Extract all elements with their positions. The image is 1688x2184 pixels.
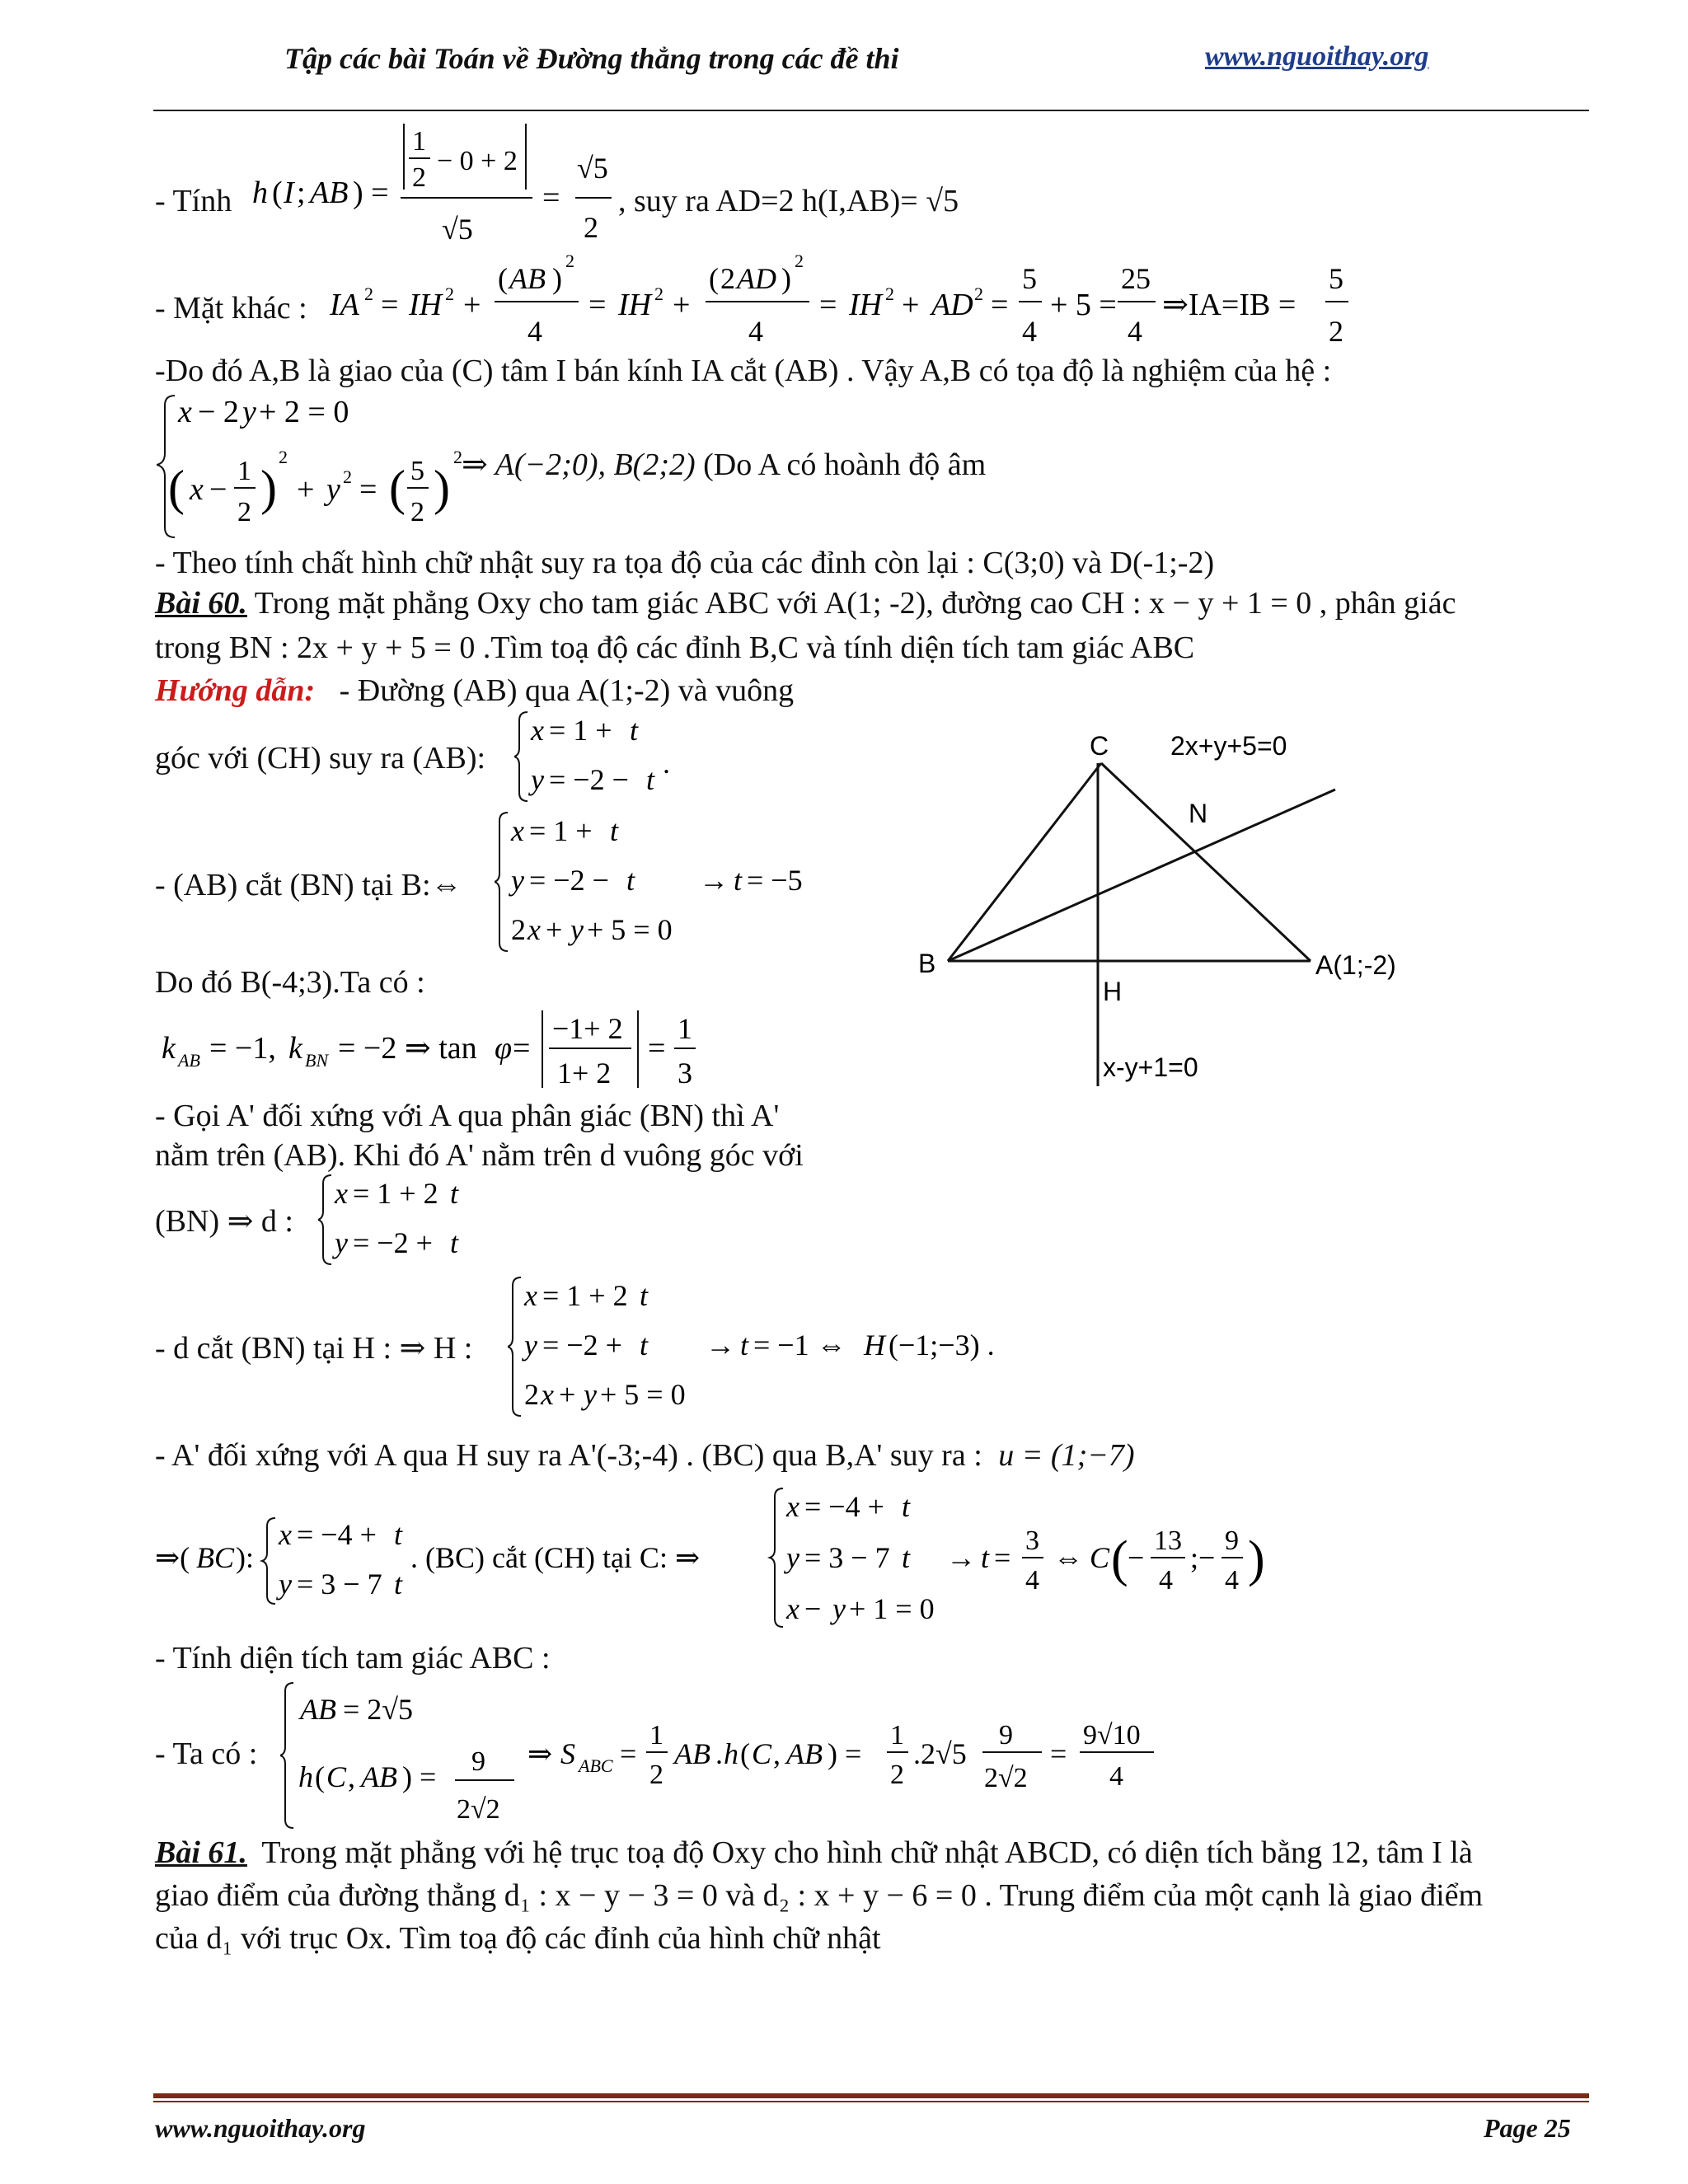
svg-text:2: 2 bbox=[795, 251, 804, 271]
svg-text:= 1 +: = 1 + bbox=[529, 814, 593, 847]
svg-text:BN: BN bbox=[305, 1050, 329, 1071]
svg-text:= −2 −: = −2 − bbox=[529, 864, 609, 897]
svg-text:t: t bbox=[646, 763, 655, 796]
bisector-bn bbox=[948, 790, 1335, 961]
svg-text:9: 9 bbox=[1225, 1526, 1239, 1556]
svg-text:2: 2 bbox=[364, 284, 373, 304]
bai60-step2-system bbox=[495, 808, 841, 956]
svg-text:C: C bbox=[752, 1737, 772, 1770]
svg-text:IA: IA bbox=[330, 288, 359, 322]
svg-text:+: + bbox=[902, 288, 920, 322]
label-b: B bbox=[918, 949, 936, 978]
svg-text:;: ; bbox=[297, 176, 306, 210]
svg-text:t: t bbox=[640, 1279, 649, 1312]
bai60-step9-system bbox=[280, 1678, 1187, 1835]
svg-text:y: y bbox=[326, 472, 340, 507]
svg-text:1: 1 bbox=[678, 1012, 692, 1045]
svg-text:9: 9 bbox=[471, 1746, 485, 1777]
svg-text:√5: √5 bbox=[442, 213, 473, 246]
svg-text:2: 2 bbox=[565, 251, 574, 271]
svg-text:AD: AD bbox=[931, 288, 973, 322]
svg-text:t: t bbox=[450, 1177, 459, 1210]
svg-text:y: y bbox=[570, 913, 584, 946]
prev-line2-prefix: - Mặt khác : bbox=[155, 291, 307, 326]
svg-text:=: = bbox=[381, 288, 399, 322]
svg-text:4: 4 bbox=[1022, 315, 1037, 348]
svg-text:2: 2 bbox=[343, 466, 352, 487]
svg-text:+: + bbox=[559, 1378, 576, 1411]
svg-text:=: = bbox=[542, 180, 560, 215]
svg-text:4: 4 bbox=[1025, 1565, 1039, 1596]
svg-text:y: y bbox=[242, 395, 256, 429]
svg-text:IH: IH bbox=[618, 288, 652, 322]
svg-text:φ: φ bbox=[495, 1031, 513, 1066]
svg-text:): ) bbox=[1248, 1531, 1265, 1587]
svg-text:⇒IA=IB =: ⇒IA=IB = bbox=[1162, 288, 1296, 322]
bai60-step6 bbox=[155, 1437, 1135, 1474]
bai60-step1b-system bbox=[514, 707, 704, 806]
svg-text:S: S bbox=[560, 1737, 575, 1770]
bai60-statement-l1: Trong mặt phẳng Oxy cho tam giác ABC với A(1; -2), đường cao CH : x − y + 1 = 0 , phân giác bbox=[254, 586, 1456, 621]
svg-text:4: 4 bbox=[528, 315, 542, 348]
bai61-l1: Trong mặt phẳng với hệ trục toạ độ Oxy cho hình chữ nhật ABCD, có diện tích bằng 12, tâm I là bbox=[261, 1835, 1473, 1870]
svg-text:x: x bbox=[528, 913, 541, 946]
svg-text:AD: AD bbox=[737, 262, 776, 295]
svg-text:C: C bbox=[1090, 1541, 1110, 1574]
svg-text:y: y bbox=[335, 1226, 348, 1259]
svg-text:): ) bbox=[260, 461, 277, 515]
footer-divider-thick bbox=[153, 2093, 1589, 2098]
bai61-label: Bài 61. bbox=[155, 1835, 247, 1870]
bai60-step2-prefix: - (AB) cắt (BN) tại B:⇔ bbox=[155, 868, 462, 902]
svg-text:⇒(: ⇒( bbox=[155, 1541, 190, 1574]
svg-text:2: 2 bbox=[524, 1378, 539, 1411]
svg-text:= −2 ⇒ tan: = −2 ⇒ tan bbox=[338, 1031, 477, 1066]
svg-text:y: y bbox=[832, 1592, 846, 1625]
svg-text:2: 2 bbox=[649, 1760, 663, 1790]
svg-text:1: 1 bbox=[412, 126, 426, 157]
svg-text:9√10: 9√10 bbox=[1083, 1720, 1141, 1750]
svg-text:1+ 2: 1+ 2 bbox=[557, 1057, 612, 1090]
svg-text:k: k bbox=[288, 1031, 302, 1066]
svg-text:⇔: ⇔ bbox=[1053, 1541, 1083, 1574]
svg-text:(: ( bbox=[498, 262, 508, 295]
svg-text:=: = bbox=[620, 1737, 637, 1770]
svg-text:2: 2 bbox=[584, 211, 598, 244]
svg-text:H: H bbox=[864, 1329, 885, 1361]
svg-text:2: 2 bbox=[237, 497, 251, 527]
header-title: Tập các bài Toán về Đường thẳng trong các đề thi bbox=[284, 42, 899, 75]
svg-text:⇒: ⇒ bbox=[528, 1737, 553, 1770]
svg-text:(: ( bbox=[1111, 1531, 1128, 1587]
svg-text:t: t bbox=[626, 864, 635, 897]
prev-system-result-math: ⇒ A(−2;0), B(2;2) bbox=[462, 448, 696, 482]
bai60-step3: Do đó B(-4;3).Ta có : bbox=[155, 965, 425, 1000]
svg-text:BC: BC bbox=[196, 1541, 235, 1574]
svg-text:(: ( bbox=[315, 1760, 325, 1793]
svg-text:+: + bbox=[546, 913, 563, 946]
svg-text:+ 5 = 0: + 5 = 0 bbox=[587, 913, 673, 946]
prev-line3: -Do đó A,B là giao của (C) tâm I bán kính IA cắt (AB) . Vậy A,B có tọa độ là nghiệm của hệ : bbox=[155, 354, 1332, 388]
svg-text:= −4 +: = −4 + bbox=[804, 1490, 884, 1523]
svg-text:t: t bbox=[902, 1541, 911, 1574]
svg-text:=: = bbox=[513, 1031, 531, 1066]
svg-text:x: x bbox=[178, 395, 192, 429]
svg-text:t: t bbox=[640, 1329, 649, 1361]
svg-text:− 0 + 2: − 0 + 2 bbox=[437, 146, 518, 176]
bai60-statement-line1 bbox=[155, 585, 1456, 621]
svg-text:2: 2 bbox=[453, 447, 462, 467]
bai60-step5-system bbox=[508, 1272, 1085, 1421]
bai60-guide-line bbox=[155, 673, 794, 709]
svg-text:AB: AB bbox=[786, 1737, 823, 1770]
bai60-step6-text: - A' đối xứng với A qua H suy ra A'(-3;-4) . (BC) qua B,A' suy ra : bbox=[155, 1438, 982, 1473]
svg-text:5: 5 bbox=[1329, 262, 1343, 295]
svg-text:2: 2 bbox=[412, 162, 426, 193]
svg-text:IH: IH bbox=[409, 288, 443, 322]
prev-system-result bbox=[462, 447, 986, 483]
bai60-label: Bài 60. bbox=[155, 586, 247, 621]
label-bn-eq: 2x+y+5=0 bbox=[1170, 731, 1287, 761]
svg-text:t: t bbox=[902, 1490, 911, 1523]
label-n: N bbox=[1189, 799, 1208, 828]
svg-text:) =: ) = bbox=[402, 1760, 437, 1793]
svg-text:) =: ) = bbox=[828, 1737, 862, 1770]
svg-text:t: t bbox=[610, 814, 619, 847]
svg-text:t: t bbox=[630, 714, 639, 747]
bai61-line1 bbox=[155, 1835, 1473, 1871]
svg-text:+: + bbox=[297, 472, 315, 507]
bai60-step1b-prefix: góc với (CH) suy ra (AB): bbox=[155, 741, 486, 776]
header-divider bbox=[153, 110, 1589, 111]
bai61-line3: của d₁ với trục Ox. Tìm toạ độ các đỉnh của hình chữ nhật bbox=[155, 1921, 881, 1956]
svg-text:y: y bbox=[524, 1329, 537, 1361]
prev-line2-equation bbox=[321, 247, 1393, 354]
svg-text:t: t bbox=[450, 1226, 459, 1259]
svg-text:4: 4 bbox=[1109, 1761, 1123, 1792]
bai60-step7 bbox=[155, 1483, 1309, 1632]
svg-text:4: 4 bbox=[748, 315, 763, 348]
bai60-step5-prefix: - d cắt (BN) tại H : ⇒ H : bbox=[155, 1331, 473, 1366]
bai60-step4-l2: nằm trên (AB). Khi đó A' nằm trên d vuông góc với bbox=[155, 1138, 804, 1173]
svg-text:3: 3 bbox=[678, 1057, 692, 1090]
svg-text:2: 2 bbox=[511, 913, 526, 946]
svg-text:y: y bbox=[786, 1541, 799, 1574]
side-ca bbox=[1101, 763, 1311, 961]
svg-text:= −2 +: = −2 + bbox=[542, 1329, 622, 1361]
svg-text:+: + bbox=[673, 288, 691, 322]
svg-text:=: = bbox=[991, 288, 1009, 322]
svg-text:,: , bbox=[773, 1737, 781, 1770]
bai60-step1: - Đường (AB) qua A(1;-2) và vuông bbox=[339, 673, 795, 708]
svg-text:AB: AB bbox=[178, 1050, 200, 1071]
side-bc bbox=[948, 763, 1101, 961]
prev-line1-prefix: - Tính bbox=[155, 184, 232, 218]
svg-text:= 1 +: = 1 + bbox=[549, 714, 612, 747]
svg-text:= 1 + 2: = 1 + 2 bbox=[353, 1177, 438, 1210]
svg-text:.: . bbox=[663, 747, 670, 780]
svg-text:x: x bbox=[786, 1490, 799, 1523]
svg-text:x: x bbox=[190, 472, 204, 507]
svg-text:h: h bbox=[252, 176, 268, 210]
svg-text:= 1 + 2: = 1 + 2 bbox=[542, 1279, 628, 1312]
svg-text:= −2 −: = −2 − bbox=[549, 763, 629, 796]
svg-text:2: 2 bbox=[890, 1760, 904, 1790]
svg-text:.: . bbox=[715, 1737, 723, 1770]
svg-text:t: t bbox=[394, 1568, 403, 1601]
svg-text:k: k bbox=[162, 1031, 176, 1066]
bai61-line2: giao điểm của đường thẳng d₁ : x − y − 3 = 0 và d₂ : x + y − 6 = 0 . Trung điểm của một cạnh là giao điểm bbox=[155, 1878, 1484, 1913]
svg-text:= −4 +: = −4 + bbox=[297, 1518, 377, 1551]
svg-text:=: = bbox=[1050, 1737, 1067, 1770]
svg-text:x: x bbox=[524, 1279, 537, 1312]
svg-text:−1+ 2: −1+ 2 bbox=[552, 1012, 623, 1045]
svg-text:x: x bbox=[786, 1592, 799, 1625]
svg-text:h: h bbox=[724, 1737, 738, 1770]
svg-text:2: 2 bbox=[885, 284, 894, 304]
svg-text:AB: AB bbox=[300, 1693, 336, 1726]
svg-text:(: ( bbox=[272, 176, 283, 210]
svg-text:) =: ) = bbox=[353, 176, 389, 210]
svg-text:): ) bbox=[434, 461, 450, 515]
svg-text:IH: IH bbox=[849, 288, 883, 322]
svg-text:): ) bbox=[552, 262, 562, 295]
svg-text:2: 2 bbox=[410, 497, 424, 527]
svg-text:):: ): bbox=[236, 1541, 254, 1574]
svg-text:=: = bbox=[648, 1031, 666, 1066]
svg-text:2√2: 2√2 bbox=[457, 1794, 500, 1825]
svg-text:+ 5 = 0: + 5 = 0 bbox=[600, 1378, 686, 1411]
svg-text:1: 1 bbox=[237, 456, 251, 486]
svg-text:y: y bbox=[511, 864, 524, 897]
svg-text:2: 2 bbox=[1329, 315, 1343, 348]
bai60-step8: - Tính diện tích tam giác ABC : bbox=[155, 1641, 551, 1675]
bai60-step4-system bbox=[318, 1170, 532, 1269]
svg-text:=: = bbox=[359, 472, 377, 507]
svg-text:1: 1 bbox=[649, 1720, 663, 1750]
footer-divider-thin bbox=[153, 2101, 1589, 2102]
svg-text:= 3 − 7: = 3 − 7 bbox=[804, 1541, 890, 1574]
svg-text:= −2 +: = −2 + bbox=[353, 1226, 433, 1259]
svg-text:y: y bbox=[531, 763, 544, 796]
footer-link[interactable]: www.nguoithay.org bbox=[155, 2113, 366, 2143]
svg-text:=: = bbox=[588, 288, 607, 322]
svg-text:−: − bbox=[1128, 1541, 1145, 1574]
svg-text:(: ( bbox=[709, 262, 719, 295]
svg-text:−: − bbox=[804, 1592, 822, 1625]
svg-text:(: ( bbox=[168, 461, 185, 515]
svg-text:= 2√5: = 2√5 bbox=[343, 1693, 414, 1726]
svg-text:;−: ;− bbox=[1190, 1541, 1216, 1574]
svg-text:+ 5 =: + 5 = bbox=[1050, 288, 1117, 322]
page-number: Page 25 bbox=[1484, 2113, 1571, 2143]
svg-text:y: y bbox=[584, 1378, 597, 1411]
bai60-step6-vector: u = (1;−7) bbox=[998, 1438, 1135, 1473]
header-link[interactable]: www.nguoithay.org bbox=[1205, 41, 1429, 72]
svg-text:C: C bbox=[326, 1760, 347, 1793]
svg-text:): ) bbox=[781, 262, 791, 295]
svg-text:+ 2 = 0: + 2 = 0 bbox=[259, 395, 349, 429]
svg-text:(: ( bbox=[389, 461, 406, 515]
svg-text:1: 1 bbox=[890, 1720, 904, 1750]
svg-text:3: 3 bbox=[1025, 1526, 1039, 1556]
label-a: A(1;-2) bbox=[1315, 950, 1396, 980]
svg-text:→: → bbox=[699, 864, 729, 897]
svg-text:h: h bbox=[298, 1760, 313, 1793]
svg-text:(−1;−3) .: (−1;−3) . bbox=[889, 1329, 995, 1361]
prev-line1-suffix: , suy ra AD=2 h(I,AB)= √5 bbox=[618, 184, 959, 218]
svg-text:I: I bbox=[284, 176, 294, 210]
svg-text:2: 2 bbox=[279, 447, 288, 467]
svg-text:,: , bbox=[348, 1760, 355, 1793]
svg-text:(: ( bbox=[740, 1737, 750, 1770]
svg-text:t: t bbox=[394, 1518, 403, 1551]
svg-text:= −1,: = −1, bbox=[209, 1031, 276, 1066]
svg-text:AB: AB bbox=[509, 262, 546, 295]
svg-text:2: 2 bbox=[445, 284, 454, 304]
svg-text:2√2: 2√2 bbox=[984, 1763, 1028, 1793]
svg-text:2: 2 bbox=[974, 284, 983, 304]
triangle-figure bbox=[907, 717, 1484, 1096]
svg-text:t: t bbox=[981, 1541, 990, 1574]
svg-text:− 2: − 2 bbox=[198, 395, 239, 429]
prev-line4: - Theo tính chất hình chữ nhật suy ra tọa độ của các đỉnh còn lại : C(3;0) và D(-1;-2) bbox=[155, 546, 1215, 580]
svg-text:ABC: ABC bbox=[579, 1755, 613, 1776]
svg-text:y: y bbox=[279, 1568, 292, 1601]
guide-label: Hướng dẫn: bbox=[155, 673, 316, 708]
bai60-step4-l1: - Gọi A' đối xứng với A qua phân giác (BN) thì A' bbox=[155, 1099, 780, 1133]
bai60-statement-line2: trong BN : 2x + y + 5 = 0 .Tìm toạ độ các đỉnh B,C và tính diện tích tam giác ABC bbox=[155, 630, 1195, 665]
svg-text:t: t bbox=[734, 864, 743, 897]
svg-text:→: → bbox=[706, 1329, 735, 1361]
svg-text:AB: AB bbox=[361, 1760, 397, 1793]
bai60-step9-prefix: - Ta có : bbox=[155, 1736, 258, 1771]
svg-text:t: t bbox=[740, 1329, 749, 1361]
svg-text:x: x bbox=[531, 714, 544, 747]
svg-text:5: 5 bbox=[410, 456, 424, 486]
label-c: C bbox=[1090, 731, 1109, 761]
svg-text:5: 5 bbox=[1022, 262, 1037, 295]
svg-text:4: 4 bbox=[1225, 1565, 1239, 1596]
svg-text:AB: AB bbox=[310, 176, 349, 210]
svg-text:=: = bbox=[819, 288, 837, 322]
svg-text:−: − bbox=[209, 472, 227, 507]
svg-text:2: 2 bbox=[654, 284, 663, 304]
label-ch-eq: x-y+1=0 bbox=[1103, 1052, 1198, 1082]
svg-text:x: x bbox=[335, 1177, 348, 1210]
svg-text:=: = bbox=[994, 1541, 1011, 1574]
svg-text:9: 9 bbox=[999, 1720, 1013, 1750]
bai60-step4-prefix: (BN) ⇒ d : bbox=[155, 1204, 293, 1239]
svg-text:+: + bbox=[463, 288, 481, 322]
svg-text:= 3 − 7: = 3 − 7 bbox=[297, 1568, 382, 1601]
bai60-step3-math bbox=[157, 1005, 734, 1096]
svg-text:= −5: = −5 bbox=[747, 864, 803, 897]
svg-text:√5: √5 bbox=[577, 152, 608, 185]
label-h: H bbox=[1103, 977, 1123, 1006]
prev-system-note: (Do A có hoành độ âm bbox=[703, 448, 987, 482]
svg-text:x: x bbox=[511, 814, 524, 847]
svg-text:25: 25 bbox=[1121, 262, 1151, 295]
svg-text:. (BC) cắt (CH) tại C: ⇒: . (BC) cắt (CH) tại C: ⇒ bbox=[410, 1541, 701, 1574]
svg-text:→: → bbox=[946, 1541, 976, 1574]
svg-text:4: 4 bbox=[1128, 315, 1142, 348]
svg-text:4: 4 bbox=[1159, 1565, 1173, 1596]
svg-text:AB: AB bbox=[674, 1737, 710, 1770]
svg-text:x: x bbox=[541, 1378, 554, 1411]
svg-text:+ 1 = 0: + 1 = 0 bbox=[849, 1592, 935, 1625]
svg-text:= −1 ⇔: = −1 ⇔ bbox=[753, 1329, 846, 1361]
svg-text:2: 2 bbox=[720, 262, 735, 295]
svg-text:13: 13 bbox=[1154, 1526, 1182, 1556]
svg-text:.2√5: .2√5 bbox=[913, 1737, 967, 1770]
svg-text:x: x bbox=[279, 1518, 292, 1551]
